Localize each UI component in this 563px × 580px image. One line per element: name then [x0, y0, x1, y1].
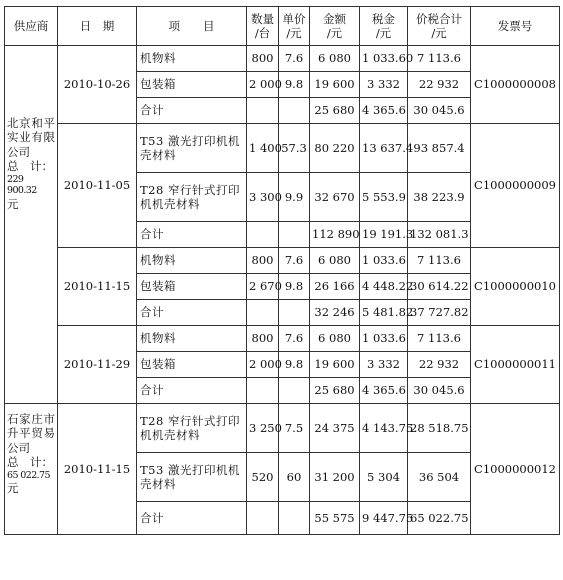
amount-cell: 32 670: [310, 173, 360, 222]
price-cell: [279, 378, 310, 404]
price-cell: 7.6: [279, 248, 310, 274]
invoice-number-cell: C1000000010: [471, 248, 560, 326]
item-cell: 合计: [137, 502, 247, 535]
amount-cell: 19 600: [310, 352, 360, 378]
invoice-number-cell: C1000000012: [471, 404, 560, 535]
total-cell: 7 113.6: [408, 46, 471, 72]
supplier-name: 石家庄市升平贸易公司: [7, 412, 55, 455]
qty-cell: [247, 222, 279, 248]
price-cell: [279, 300, 310, 326]
item-cell: T53 激光打印机机壳材料: [137, 124, 247, 173]
tax-cell: 19 191.3: [360, 222, 408, 248]
total-cell: 28 518.75: [408, 404, 471, 453]
header-row: [5, 7, 560, 46]
total-cell: 30 614.22: [408, 274, 471, 300]
amount-cell: 6 080: [310, 248, 360, 274]
supplier-total-value: 229 900.32: [7, 173, 37, 197]
supplier-cell: [5, 46, 58, 404]
item-cell: 合计: [137, 98, 247, 124]
amount-cell: 6 080: [310, 326, 360, 352]
item-cell: 包装箱: [137, 72, 247, 98]
total-cell: 36 504: [408, 453, 471, 502]
price-cell: 60: [279, 453, 310, 502]
date-cell: 2010-10-26: [58, 46, 137, 124]
price-cell: 9.8: [279, 72, 310, 98]
total-cell: 132 081.3: [408, 222, 471, 248]
tax-cell: 13 637.4: [360, 124, 408, 173]
table-row: [5, 248, 560, 274]
supplier-total-unit: 元: [7, 481, 19, 496]
amount-cell: 31 200: [310, 453, 360, 502]
invoice-number-cell: C1000000008: [471, 46, 560, 124]
item-cell: 机物料: [137, 248, 247, 274]
item-cell: 合计: [137, 222, 247, 248]
tax-cell: 5 553.9: [360, 173, 408, 222]
table-row: [5, 404, 560, 453]
price-cell: 7.6: [279, 46, 310, 72]
qty-cell: 800: [247, 326, 279, 352]
qty-cell: 2 670: [247, 274, 279, 300]
table-row: [5, 326, 560, 352]
price-cell: 9.8: [279, 274, 310, 300]
total-cell: 22 932: [408, 352, 471, 378]
tax-cell: 9 447.75: [360, 502, 408, 535]
header-item: 项 目: [137, 7, 247, 46]
total-cell: 22 932: [408, 72, 471, 98]
invoice-number-cell: C1000000009: [471, 124, 560, 248]
purchase-invoice-table: [4, 6, 560, 535]
tax-cell: 1 033.6: [360, 248, 408, 274]
amount-cell: 32 246: [310, 300, 360, 326]
table-row: [5, 46, 560, 72]
price-cell: 9.9: [279, 173, 310, 222]
total-cell: 30 045.6: [408, 98, 471, 124]
header-supplier: 供应商: [5, 7, 58, 46]
qty-cell: 3 300: [247, 173, 279, 222]
amount-cell: 19 600: [310, 72, 360, 98]
price-cell: [279, 98, 310, 124]
supplier-name: 北京和平实业有限公司: [7, 116, 55, 159]
tax-cell: 4 365.6: [360, 378, 408, 404]
total-cell: 65 022.75: [408, 502, 471, 535]
qty-cell: 1 400: [247, 124, 279, 173]
supplier-total-unit: 元: [7, 197, 19, 212]
tax-cell: 1 033.60: [360, 46, 408, 72]
qty-cell: [247, 300, 279, 326]
tax-cell: 3 332: [360, 72, 408, 98]
date-cell: 2010-11-05: [58, 124, 137, 248]
qty-cell: 520: [247, 453, 279, 502]
tax-cell: 5 304: [360, 453, 408, 502]
date-cell: 2010-11-29: [58, 326, 137, 404]
date-cell: 2010-11-15: [58, 248, 137, 326]
amount-cell: 6 080: [310, 46, 360, 72]
item-cell: 包装箱: [137, 352, 247, 378]
price-cell: [279, 222, 310, 248]
item-cell: T53 激光打印机机壳材料: [137, 453, 247, 502]
total-cell: 38 223.9: [408, 173, 471, 222]
header-date: 日 期: [58, 7, 137, 46]
amount-cell: 25 680: [310, 378, 360, 404]
header-invoice: 发票号: [471, 7, 560, 46]
qty-cell: 800: [247, 46, 279, 72]
qty-cell: 2 000: [247, 72, 279, 98]
qty-cell: 3 250: [247, 404, 279, 453]
qty-cell: 2 000: [247, 352, 279, 378]
header-price: 单价 /元: [279, 7, 310, 46]
invoice-number-cell: C1000000011: [471, 326, 560, 404]
tax-cell: 5 481.82: [360, 300, 408, 326]
price-cell: 7.6: [279, 326, 310, 352]
tax-cell: 4 448.22: [360, 274, 408, 300]
amount-cell: 112 890: [310, 222, 360, 248]
header-amount: 金额 /元: [310, 7, 360, 46]
item-cell: 机物料: [137, 46, 247, 72]
total-cell: 7 113.6: [408, 326, 471, 352]
total-cell: 93 857.4: [408, 124, 471, 173]
amount-cell: 24 375: [310, 404, 360, 453]
amount-cell: 26 166: [310, 274, 360, 300]
tax-cell: 4 365.6: [360, 98, 408, 124]
total-cell: 37 727.82: [408, 300, 471, 326]
tax-cell: 4 143.75: [360, 404, 408, 453]
date-cell: 2010-11-15: [58, 404, 137, 535]
header-qty: 数量 /台: [247, 7, 279, 46]
item-cell: T28 窄行针式打印机机壳材料: [137, 404, 247, 453]
table-row: [5, 124, 560, 173]
item-cell: 机物料: [137, 326, 247, 352]
qty-cell: [247, 98, 279, 124]
supplier-total-value: 65 022.75: [7, 469, 50, 481]
item-cell: 合计: [137, 378, 247, 404]
price-cell: 7.5: [279, 404, 310, 453]
header-tax: 税金 /元: [360, 7, 408, 46]
qty-cell: 800: [247, 248, 279, 274]
qty-cell: [247, 502, 279, 535]
price-cell: 9.8: [279, 352, 310, 378]
amount-cell: 80 220: [310, 124, 360, 173]
supplier-total-label: 总 计：: [7, 159, 53, 174]
amount-cell: 55 575: [310, 502, 360, 535]
qty-cell: [247, 378, 279, 404]
supplier-total-label: 总 计：: [7, 455, 53, 470]
item-cell: T28 窄行针式打印机机壳材料: [137, 173, 247, 222]
item-cell: 合计: [137, 300, 247, 326]
total-cell: 30 045.6: [408, 378, 471, 404]
item-cell: 包装箱: [137, 274, 247, 300]
amount-cell: 25 680: [310, 98, 360, 124]
supplier-cell: [5, 404, 58, 535]
total-cell: 7 113.6: [408, 248, 471, 274]
tax-cell: 1 033.6: [360, 326, 408, 352]
tax-cell: 3 332: [360, 352, 408, 378]
price-cell: [279, 502, 310, 535]
price-cell: 57.3: [279, 124, 310, 173]
header-total: 价税合计 /元: [408, 7, 471, 46]
